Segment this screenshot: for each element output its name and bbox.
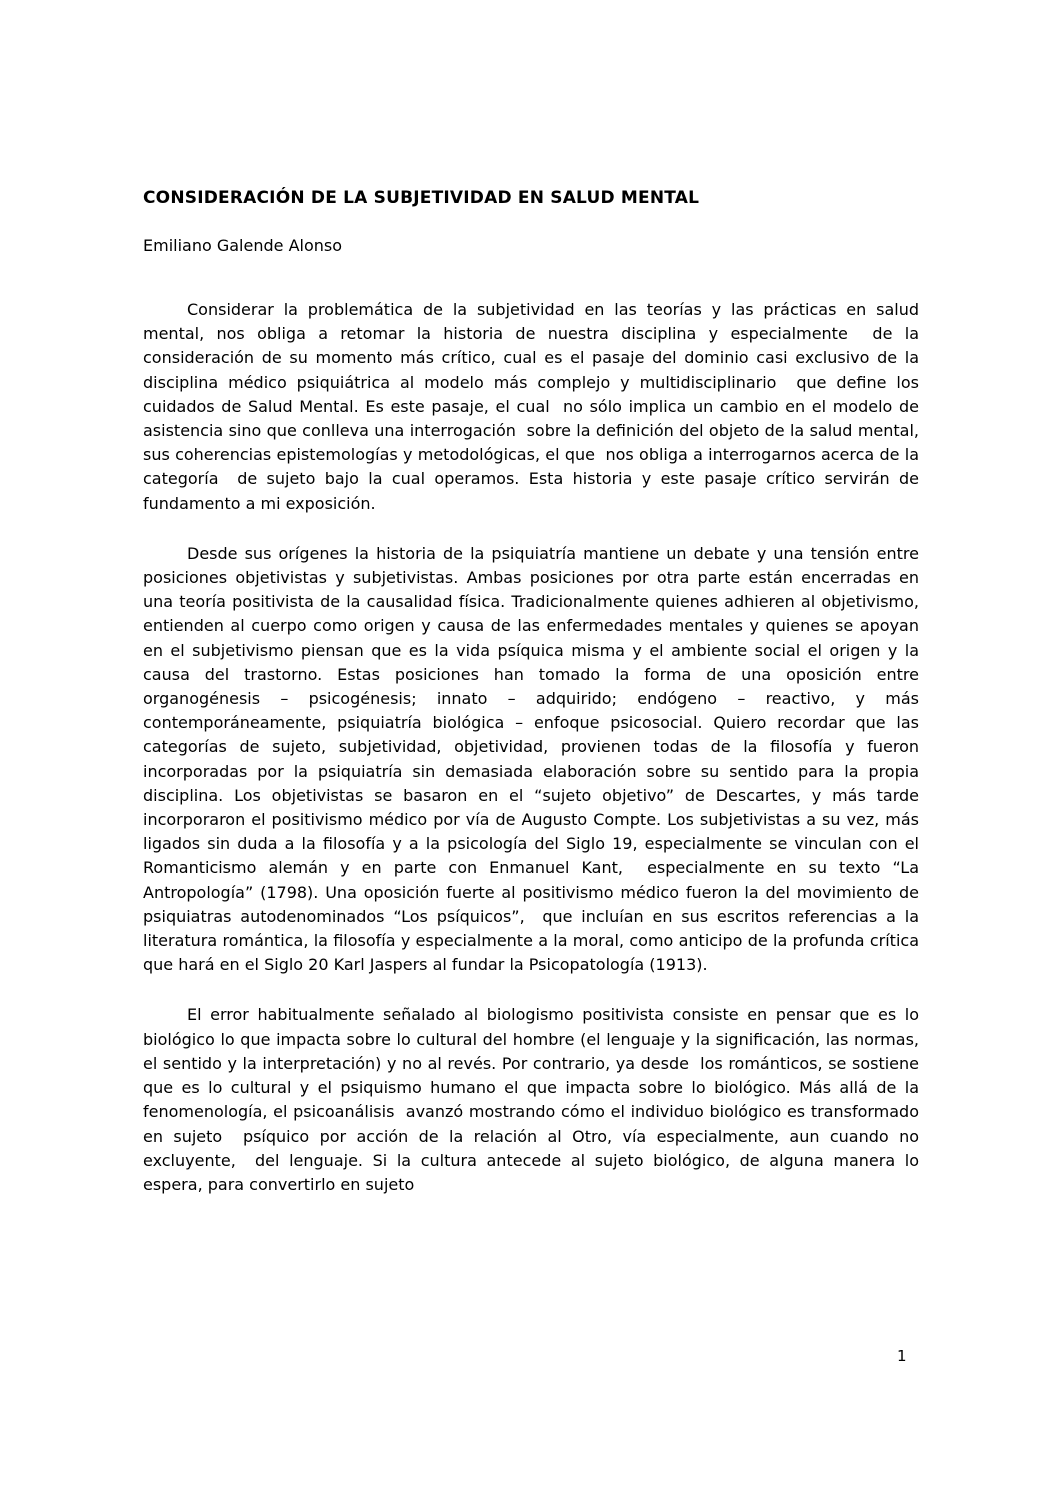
paragraph-introduction: Considerar la problemática de la subjetividad en las teorías y las prácticas en salud mental, nos obliga a retomar la historia de nuestra disciplina y especialmente de la consideración de su momento más crítico, cual es el pasaje del dominio casi exclusivo de la disciplina médico psiquiátrica al modelo más complejo y multidisciplinario que define los cuidados de Salud Mental. Es este pasaje, el cual no sólo implica un cambio en el modelo de asistencia sino que conlleva una interrogación sobre la definición del objeto de la salud mental, sus coherencias epistemologías y metodológicas, el que nos obliga a interrogarnos acerca de la categoría de sujeto bajo la cual operamos. Esta historia y este pasaje crítico servirán de fundamento a mi exposición. [143, 300, 930, 513]
paragraph-history-debate: Desde sus orígenes la historia de la psiquiatría mantiene un debate y una tensión entre posiciones objetivistas y subjetivistas. Ambas posiciones por otra parte están encerradas en una teoría positivista de la causalidad física. Tradicionalmente quienes adhieren al objetivismo, entienden al cuerpo como origen y causa de las enfermedades mentales y quienes se apoyan en el subjetivismo piensan que es la vida psíquica misma y el ambiente social el origen y la causa del trastorno. Estas posiciones han tomado la forma de una oposición entre organogénesis – psicogénesis; innato – adquirido; endógeno – reactivo, y más contemporáneamente, psiquiatría biológica – enfoque psicosocial. Quiero recordar que las categorías de sujeto, subjetividad, objetividad, provienen todas de la filosofía y fueron incorporadas por la psiquiatría sin demasiada elaboración sobre su sentido para la propia disciplina. Los objetivistas se basaron en el “sujeto objetivo” de Descartes, y más tarde incorporaron el positivismo médico por vía de Augusto Compte. Los subjetivistas a su vez, más ligados sin duda a la filosofía y a la psicología del Siglo 19, especialmente se vinculan con el Romanticismo alemán y en parte con Enmanuel Kant, especialmente en su texto “La Antropología” (1798). Una oposición fuerte al positivismo médico fueron la del movimiento de psiquiatras autodenominados “Los psíquicos”, que incluían en sus escritos referencias a la literatura romántica, la filosofía y especialmente a la moral, como anticipo de la profunda crítica que hará en el Siglo 20 Karl Jaspers al fundar la Psicopatología (1913). [143, 543, 925, 975]
document-content [143, 186, 930, 1223]
document-body [143, 298, 930, 1197]
page-number: 1 [897, 1347, 907, 1365]
paragraph-biologism-error: El error habitualmente señalado al biologismo positivista consiste en pensar que es lo biológico lo que impacta sobre lo cultural del hombre (el lenguaje y la significación, las normas, el sentido y la interpretación) y no al revés. Por contrario, ya desde los románticos, se sostiene que es lo cultural y el psiquismo humano el que impacta sobre lo biológico. Más allá de la fenomenología, el psicoanálisis avanzó mostrando cómo el individuo biológico es transformado en sujeto psíquico por acción de la relación al Otro, vía especialmente, aun cuando no excluyente, del lenguaje. Si la cultura antecede al sujeto biológico, de alguna manera lo espera, para convertirlo en sujeto [143, 1005, 925, 1194]
document-title: CONSIDERACIÓN DE LA SUBJETIVIDAD EN SALUD MENTAL [143, 188, 700, 208]
author-name: Emiliano Galende Alonso [143, 236, 343, 255]
